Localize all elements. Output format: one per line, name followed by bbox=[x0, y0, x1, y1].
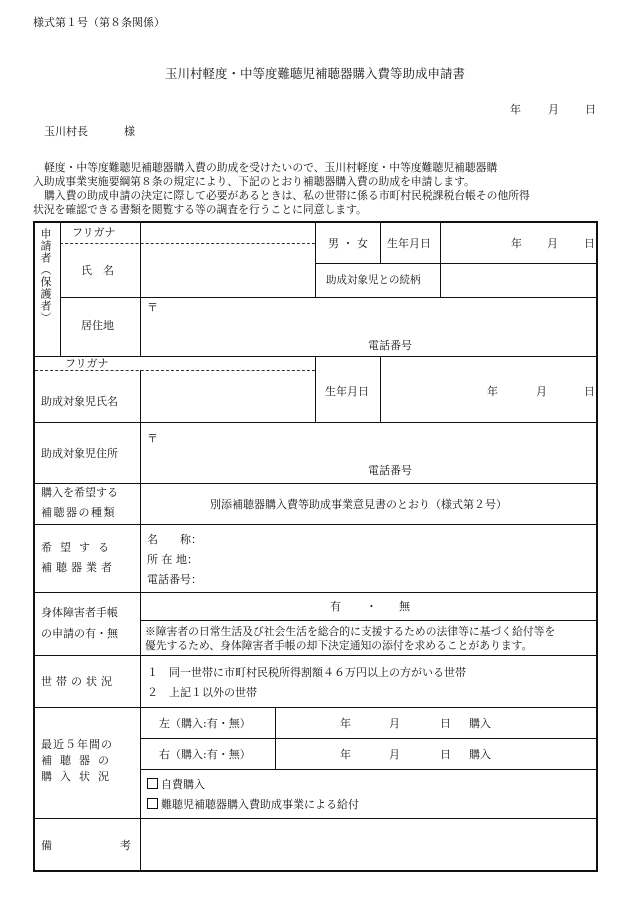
date-month: 月 bbox=[548, 103, 559, 116]
intro-line-3: 購入費の助成申請の決定に際して必要があるときは、私の世帯に係る市町村民税課税台帳その他所得 bbox=[44, 189, 530, 202]
subsidy-purchase-checkbox[interactable] bbox=[147, 798, 158, 809]
dealer-location-label: 所 在 地： bbox=[147, 553, 198, 566]
certificate-note-2: 優先するため、身体障害者手帳の却下決定通知の添付を求めることがあります。 bbox=[145, 639, 533, 652]
right-ear-label: 右（購入:有・無） bbox=[159, 748, 251, 761]
intro-line-2: 入助成事業実施要綱第８条の規定により、下記のとおり補聴器購入費の助成を申請します。 bbox=[33, 175, 475, 188]
birth-day: 日 bbox=[584, 237, 595, 250]
self-purchase-label: 自費購入 bbox=[161, 778, 205, 791]
name-label: 氏 名 bbox=[81, 264, 114, 277]
left-year: 年 bbox=[340, 717, 351, 730]
child-furigana-label: フリガナ bbox=[65, 357, 109, 370]
device-type-label-2: 補聴器の種類 bbox=[41, 506, 116, 519]
remarks-label-2: 考 bbox=[120, 839, 131, 852]
child-birth-month: 月 bbox=[536, 385, 547, 398]
address-label: 居住地 bbox=[81, 319, 114, 332]
dealer-phone-label: 電話番号： bbox=[147, 573, 202, 586]
application-form-table bbox=[33, 221, 598, 872]
child-name-label: 助成対象児氏名 bbox=[41, 395, 118, 408]
form-number: 様式第１号（第８条関係） bbox=[33, 16, 165, 29]
subsidy-purchase-label: 難聴児補聴器購入費助成事業による給付 bbox=[161, 798, 359, 811]
child-postal-mark: 〒 bbox=[147, 432, 158, 445]
intro-line-4: 状況を確認できる書類を閲覧する等の調査を行うことに同意します。 bbox=[33, 203, 367, 216]
device-type-label-1: 購入を希望する bbox=[41, 486, 118, 499]
certificate-label-1: 身体障害者手帳 bbox=[41, 606, 118, 619]
history-label-3: 購入状況 bbox=[41, 770, 117, 783]
addressee: 玉川村長 bbox=[44, 125, 88, 138]
left-month: 月 bbox=[389, 717, 400, 730]
birth-year: 年 bbox=[511, 237, 522, 250]
history-label-1: 最近５年間の bbox=[41, 738, 113, 751]
dealer-label-2: 補聴器業者 bbox=[41, 561, 116, 574]
certificate-label-2: の申請の有・無 bbox=[41, 627, 118, 640]
intro-line-1: 軽度・中等度難聴児補聴器購入費の助成を受けたいので、玉川村軽度・中等度難聴児補聴器購 bbox=[44, 161, 498, 174]
certificate-yes: 有 bbox=[330, 600, 341, 613]
history-label-2: 補聴器の bbox=[41, 754, 117, 767]
right-day: 日 bbox=[440, 748, 451, 761]
phone-label: 電話番号 bbox=[368, 339, 412, 352]
right-month: 月 bbox=[389, 748, 400, 761]
certificate-separator: ・ bbox=[366, 600, 377, 613]
child-birth-day: 日 bbox=[584, 385, 595, 398]
left-day: 日 bbox=[440, 717, 451, 730]
left-ear-label: 左（購入:有・無） bbox=[159, 717, 251, 730]
addressee-honorific: 様 bbox=[124, 125, 135, 138]
certificate-no: 無 bbox=[399, 600, 410, 613]
dealer-name-label: 名 称： bbox=[147, 533, 202, 546]
household-label: 世帯の状況 bbox=[41, 675, 116, 688]
page-title: 玉川村軽度・中等度難聴児補聴器購入費等助成申請書 bbox=[164, 66, 465, 81]
furigana-label: フリガナ bbox=[72, 226, 116, 239]
self-purchase-checkbox[interactable] bbox=[147, 778, 158, 789]
device-type-value: 別添補聴器購入費等助成事業意見書のとおり（様式第２号） bbox=[210, 498, 507, 511]
child-phone-label: 電話番号 bbox=[368, 464, 412, 477]
child-address-label: 助成対象児住所 bbox=[41, 447, 118, 460]
date-day: 日 bbox=[585, 103, 596, 116]
self-purchase-option[interactable] bbox=[147, 778, 205, 792]
right-year: 年 bbox=[340, 748, 351, 761]
household-option-1: １ 同一世帯に市町村民税所得割額４６万円以上の方がいる世帯 bbox=[147, 666, 466, 679]
subsidy-purchase-option[interactable] bbox=[147, 798, 359, 812]
relationship-label: 助成対象児との続柄 bbox=[326, 274, 421, 286]
birthdate-label: 生年月日 bbox=[387, 237, 431, 250]
postal-mark: 〒 bbox=[147, 301, 158, 314]
birth-month: 月 bbox=[547, 237, 558, 250]
certificate-note-1: ※障害者の日常生活及び社会生活を総合的に支援するための法律等に基づく給付等を bbox=[145, 625, 556, 638]
dealer-label-1: 希望する bbox=[41, 541, 117, 554]
left-purchase: 購入 bbox=[469, 717, 491, 730]
gender-label: 男 ・ 女 bbox=[328, 237, 368, 250]
household-option-2: ２ 上記１以外の世帯 bbox=[147, 686, 257, 699]
right-purchase: 購入 bbox=[469, 748, 491, 761]
date-year: 年 bbox=[510, 103, 521, 116]
child-birth-year: 年 bbox=[487, 385, 498, 398]
applicant-guardian-label: 申請者（保護者） bbox=[39, 228, 52, 324]
remarks-label-1: 備 bbox=[41, 839, 52, 852]
child-birthdate-label: 生年月日 bbox=[325, 385, 369, 398]
